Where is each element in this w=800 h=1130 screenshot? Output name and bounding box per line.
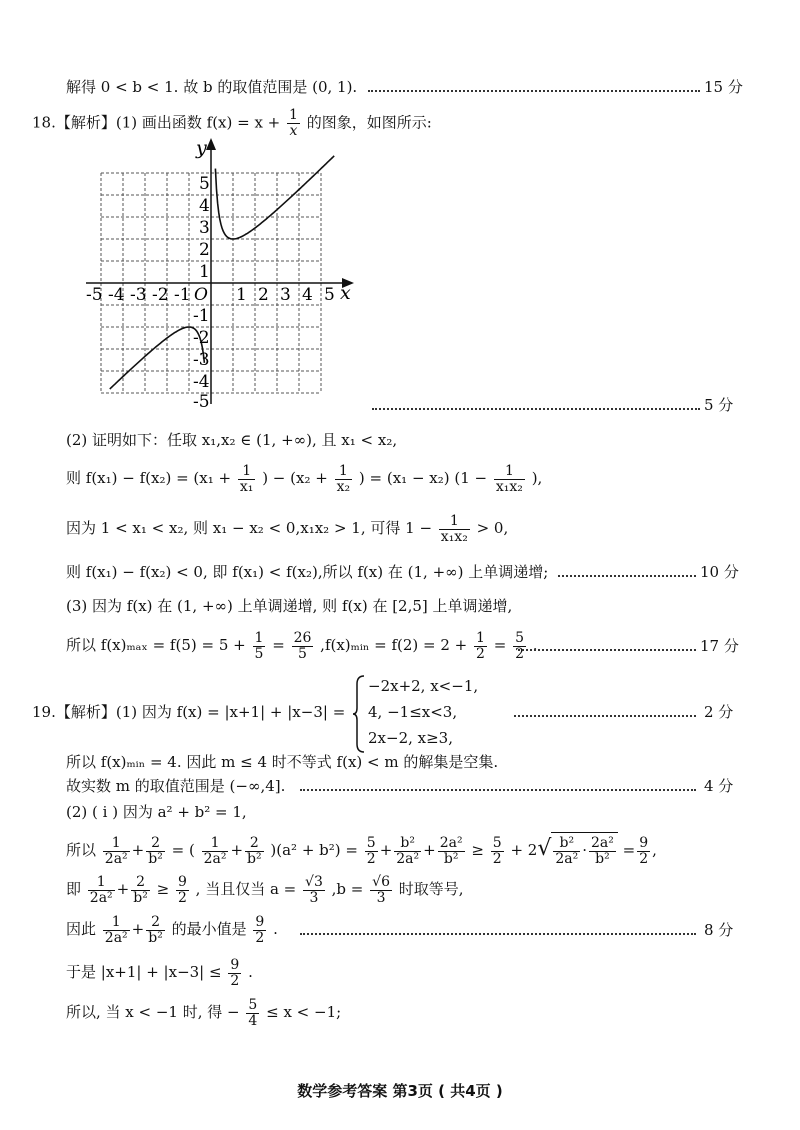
text-segment: 于是 |x+1| + |x−3| ≤ xyxy=(66,963,222,981)
fraction xyxy=(246,998,259,1029)
numerator: 9 xyxy=(230,956,240,973)
denominator: b² xyxy=(133,889,148,906)
fraction xyxy=(370,875,392,906)
score-label: 8 分 xyxy=(704,921,734,939)
score-label: 5 分 xyxy=(704,396,734,414)
numerator: 9 xyxy=(177,873,187,890)
denominator: 2 xyxy=(366,850,376,867)
numerator: 1 xyxy=(335,464,353,480)
denominator: 2 xyxy=(230,972,240,989)
dot-leader xyxy=(372,406,700,410)
solution-line: (2) ( ⅰ ) 因为 a² + b² = 1, xyxy=(66,803,247,821)
piecewise-case: 2x−2, x≥3, xyxy=(368,729,453,747)
x-tick-label: -4 xyxy=(108,285,125,305)
denominator: x₁x₂ xyxy=(495,478,523,495)
numerator: 1 xyxy=(103,915,130,931)
text-segment: 则 f(x₁) − f(x₂) = (x₁ + xyxy=(66,469,232,487)
numerator: √3 xyxy=(305,873,323,890)
text-segment: = ( xyxy=(171,841,195,859)
denominator: 2 xyxy=(515,645,525,662)
fraction xyxy=(253,915,266,946)
denominator: 2a² xyxy=(555,850,579,867)
y-axis-arrow xyxy=(206,138,216,150)
text-segment: ,b = xyxy=(331,880,364,898)
text-segment: 即 xyxy=(66,880,82,898)
fraction xyxy=(131,875,150,906)
solution-line: 因此 $\frac{1}{\text{2a²}}$ + $\frac{2}{\text{b²}}$ 的最小值是 $\frac{9}{2}$ . xyxy=(66,913,278,946)
fraction xyxy=(202,836,229,867)
fraction xyxy=(335,464,353,495)
y-tick-label: -2 xyxy=(193,328,210,348)
fraction xyxy=(438,836,465,867)
score-label: 10 分 xyxy=(700,563,739,581)
q18-tail-text: 的图象，如图所示: xyxy=(306,113,432,132)
numerator: 1 xyxy=(103,836,130,852)
denominator: x₁x₂ xyxy=(440,528,468,545)
curve-positive-branch xyxy=(215,156,334,239)
question-19-header: 19.【解析】(1) 因为 f(x) = |x+1| + |x−3| = xyxy=(32,703,346,721)
text-segment: ≥ xyxy=(471,841,484,859)
x-tick-label: -5 xyxy=(86,285,103,305)
y-tick-label: 5 xyxy=(199,174,210,194)
score-label: 15 分 xyxy=(704,78,743,96)
fraction xyxy=(88,875,115,906)
denominator: 5 xyxy=(298,645,307,662)
numerator: b² xyxy=(394,836,421,852)
text-segment: . xyxy=(532,636,538,654)
denominator: 2 xyxy=(255,929,265,946)
denominator: 2a² xyxy=(104,929,128,946)
fraction xyxy=(228,958,241,989)
curve-negative-branch xyxy=(110,327,205,389)
numerator: 1 xyxy=(494,464,525,480)
text-segment: 的最小值是 xyxy=(171,920,247,938)
dot-leader xyxy=(368,88,700,92)
solution-line xyxy=(66,462,542,495)
denominator: 2 xyxy=(639,850,649,867)
q18-head-text: 18.【解析】(1) 画出函数 f(x) = x + xyxy=(32,113,281,132)
numerator: 5 xyxy=(248,996,258,1013)
text-segment: 所以 f(x)ₘₐₓ = f(5) = 5 + xyxy=(66,636,246,654)
dot-leader xyxy=(300,931,696,935)
numerator: 1 xyxy=(88,875,115,891)
numerator: 26 xyxy=(293,629,312,646)
text-segment: + 2 xyxy=(510,841,538,859)
numerator: 1 xyxy=(439,514,470,530)
solution-line: 则 f(x₁) − f(x₂) < 0, 即 f(x₁) < f(x₂),所以 f(x) 在 (1, +∞) 上单调递增; xyxy=(66,563,549,581)
fraction xyxy=(253,631,266,662)
sqrt-icon: √ xyxy=(537,836,552,861)
denominator: 2a² xyxy=(396,850,420,867)
numerator: 1 xyxy=(289,107,298,123)
sqrt-radicand: $\frac{\text{b²}}{\text{2a²}}$ · $\frac{\text{2a²}}{\text{b²}}$ xyxy=(551,832,618,867)
text-segment: ,f(x)ₘᵢₙ = f(2) = 2 + xyxy=(320,636,468,654)
score-label: 2 分 xyxy=(704,703,734,721)
denominator: 2a² xyxy=(104,850,128,867)
solution-line xyxy=(66,955,253,989)
numerator: b² xyxy=(553,836,580,852)
origin-label: O xyxy=(194,285,208,305)
solution-line: 所以 $\frac{1}{\text{2a²}}$ + $\frac{2}{\text{b²}}$ = ( $\frac{1}{\text{2a²}}$ + $\frac{2}{\text{b²}}$ )(a² + b²) = $\frac{5}{2}$ + $\frac{\text{b²}}{\text{2a²}}$ + $\frac{\text{2a²}}{\text{b²}}$ ≥ $\frac{5}{2}$ + 2√ $\frac{\text{b²}}{\text{2a²}}$ · $\frac{\text{2a²}}{\text{b²}}$ = $\frac{9}{2}$ , xyxy=(66,832,657,867)
solution-line: (2) 证明如下：任取 x₁,x₂ ∈ (1, +∞), 且 x₁ < x₂, xyxy=(66,431,398,449)
fraction xyxy=(303,875,325,906)
piecewise-case: −2x+2, x<−1, xyxy=(368,677,479,695)
numerator: 5 xyxy=(366,834,376,851)
denominator: 5 xyxy=(254,645,264,662)
x-tick-label: 2 xyxy=(258,285,269,305)
denominator: b² xyxy=(595,850,610,867)
x-tick-label: 4 xyxy=(302,285,313,305)
text-segment: )(a² + b²) = xyxy=(270,841,358,859)
fraction xyxy=(146,915,165,946)
y-axis-label: y xyxy=(196,137,207,159)
numerator: 2a² xyxy=(591,834,614,851)
numerator: 1 xyxy=(238,464,256,480)
denominator: 2 xyxy=(492,850,502,867)
fraction xyxy=(245,836,264,867)
y-tick-label: -4 xyxy=(193,372,210,392)
solution-line: 故实数 m 的取值范围是 (−∞,4]. xyxy=(66,777,286,795)
denominator: 2 xyxy=(177,889,187,906)
score-label: 4 分 xyxy=(704,777,734,795)
fraction xyxy=(494,464,525,495)
numerator: 2 xyxy=(245,836,264,852)
text-segment: > 0, xyxy=(476,519,509,537)
question-18-header xyxy=(32,108,432,139)
y-tick-label: -5 xyxy=(193,392,210,411)
solution-line xyxy=(66,628,538,662)
text-segment: ) − (x₂ + xyxy=(262,469,328,487)
y-tick-label: -3 xyxy=(193,350,210,370)
solution-line: 解得 0 < b < 1. 故 b 的取值范围是 (0, 1). xyxy=(66,78,358,96)
text-segment: 所以, 当 x < −1 时, 得 − xyxy=(66,1003,240,1021)
denominator: 2 xyxy=(476,645,485,662)
text-segment: . xyxy=(248,963,253,981)
denominator: b² xyxy=(443,850,459,867)
page-footer: 数学参考答案 第3页 ( 共4页 ) xyxy=(297,1082,503,1100)
text-segment: ) = (x₁ − x₂) (1 − xyxy=(358,469,488,487)
numerator: 5 xyxy=(492,834,502,851)
numerator: 1 xyxy=(254,629,264,646)
numerator: 9 xyxy=(255,913,265,930)
numerator: 1 xyxy=(202,836,229,852)
x-tick-label: -1 xyxy=(174,285,191,305)
denominator: 3 xyxy=(309,889,319,906)
text-segment: ), xyxy=(531,469,543,487)
dot-leader xyxy=(558,573,696,577)
y-tick-label: 1 xyxy=(199,262,210,282)
fraction xyxy=(491,836,504,867)
fraction xyxy=(176,875,189,906)
text-segment: , 当且仅当 a = xyxy=(195,880,297,898)
fraction xyxy=(553,836,580,867)
denominator: x₁ xyxy=(239,478,254,495)
denominator: 2a² xyxy=(203,850,227,867)
solution-line xyxy=(66,995,341,1029)
y-tick-label: 4 xyxy=(199,196,210,216)
fraction xyxy=(394,836,421,867)
fraction xyxy=(292,631,314,662)
numerator: 2 xyxy=(146,915,165,931)
denominator: b² xyxy=(247,850,262,867)
solution-line xyxy=(66,512,508,545)
numerator: 9 xyxy=(639,834,649,851)
dot-leader xyxy=(514,713,696,717)
fraction xyxy=(287,108,300,139)
denominator: x₂ xyxy=(336,478,351,495)
fraction xyxy=(146,836,165,867)
x-tick-label: 5 xyxy=(324,285,335,305)
dot-leader xyxy=(300,787,696,791)
score-label: 17 分 xyxy=(700,637,739,655)
x-tick-label: -3 xyxy=(130,285,147,305)
y-tick-label: 3 xyxy=(199,218,210,238)
denominator: b² xyxy=(148,850,163,867)
text-segment: 因为 1 < x₁ < x₂, 则 x₁ − x₂ < 0,x₁x₂ > 1, 可得 1 − xyxy=(66,519,433,537)
numerator: 2a² xyxy=(439,834,463,851)
fraction xyxy=(103,836,130,867)
denominator: x xyxy=(289,123,298,139)
x-tick-label: 3 xyxy=(280,285,291,305)
y-tick-label: -1 xyxy=(193,306,210,326)
text-segment: = xyxy=(272,636,285,654)
numerator: 5 xyxy=(515,629,525,646)
fraction xyxy=(513,631,526,662)
solution-line: 所以 f(x)ₘᵢₙ = 4. 因此 m ≤ 4 时不等式 f(x) < m 的解集是空集. xyxy=(66,753,499,771)
denominator: 2a² xyxy=(89,889,113,906)
text-segment: . xyxy=(273,920,278,938)
fraction xyxy=(637,836,650,867)
dot-leader xyxy=(518,647,696,651)
solution-line: (3) 因为 f(x) 在 (1, +∞) 上单调递增, 则 f(x) 在 [2,5] 上单调递增, xyxy=(66,597,513,615)
function-graph xyxy=(78,136,358,411)
text-segment: 时取等号, xyxy=(398,880,464,898)
fraction xyxy=(365,836,378,867)
numerator: 2 xyxy=(146,836,165,852)
denominator: 3 xyxy=(376,889,386,906)
denominator: 4 xyxy=(248,1012,258,1029)
fraction xyxy=(238,464,256,495)
y-tick-label: 2 xyxy=(199,240,210,260)
left-brace-icon xyxy=(352,674,366,754)
x-axis-label: x xyxy=(340,282,351,304)
text-segment: ≤ x < −1; xyxy=(266,1003,342,1021)
denominator: b² xyxy=(148,929,163,946)
numerator: 2 xyxy=(131,875,150,891)
text-segment: 因此 xyxy=(66,920,97,938)
x-tick-label: -2 xyxy=(152,285,169,305)
text-segment: 所以 xyxy=(66,841,97,859)
solution-line: 即 $\frac{1}{\text{2a²}}$ + $\frac{2}{\text{b²}}$ ≥ $\frac{9}{2}$ , 当且仅当 a = $\frac{√3}{3}$ ,b = $\frac{√6}{3}$ 时取等号, xyxy=(66,873,464,906)
text-segment: ≥ xyxy=(156,880,170,898)
fraction xyxy=(589,836,616,867)
piecewise-case: 4, −1≤x<3, xyxy=(368,703,458,721)
fraction xyxy=(439,514,470,545)
numerator: 1 xyxy=(476,629,485,646)
fraction xyxy=(474,631,487,662)
numerator: √6 xyxy=(372,873,390,890)
x-tick-label: 1 xyxy=(236,285,247,305)
fraction xyxy=(103,915,130,946)
text-segment: = xyxy=(493,636,507,654)
